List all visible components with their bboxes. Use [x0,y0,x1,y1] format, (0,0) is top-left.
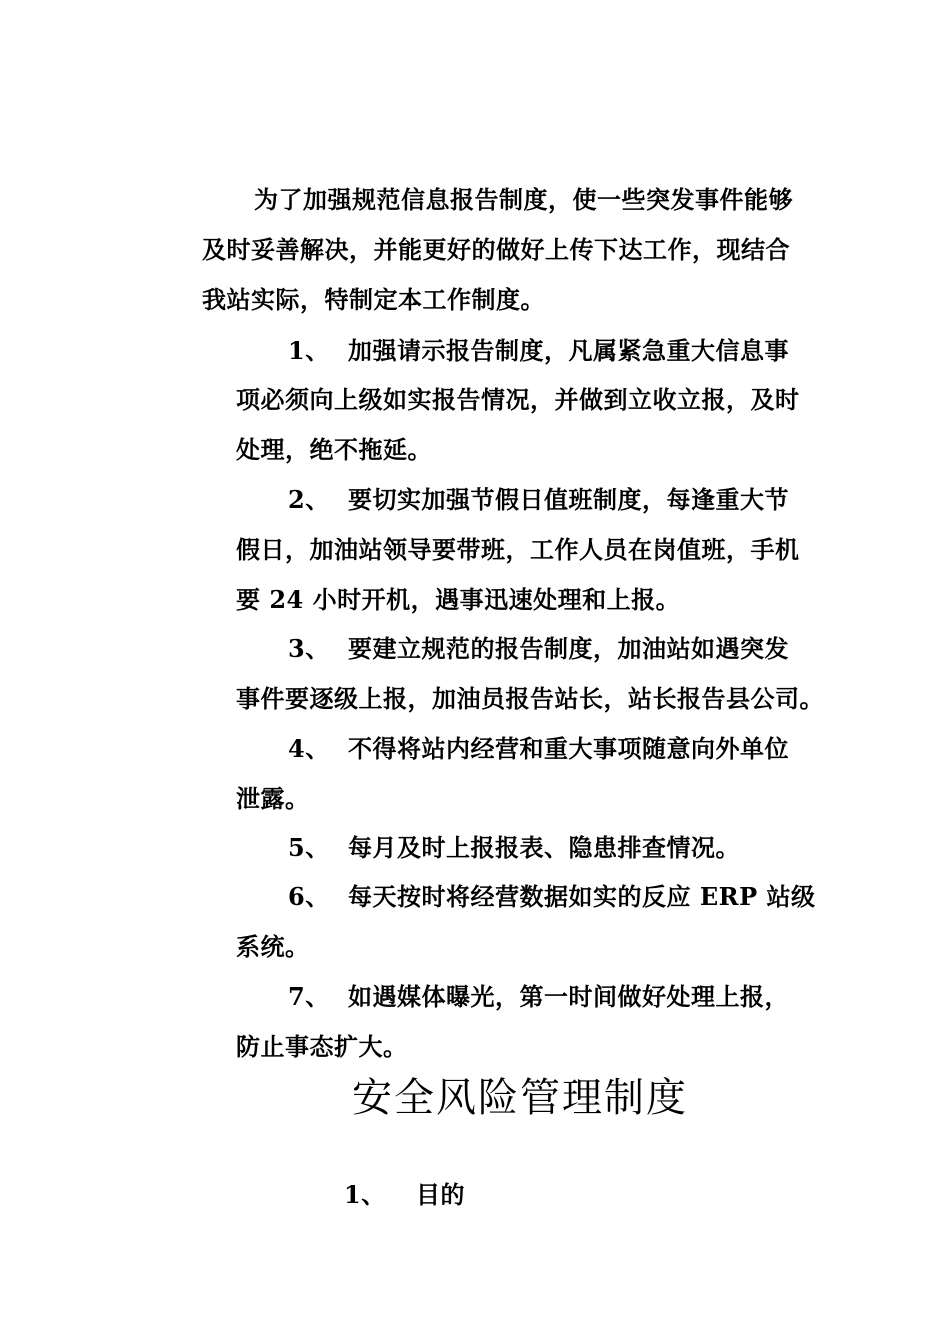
list-item-number: 1、 [288,336,330,365]
list-item-number: 7、 [288,982,330,1011]
list-item-1-first-line [288,336,789,366]
intro-line-1: 为了加强规范信息报告制度，使一些突发事件能够 [254,185,793,214]
intro-line-3: 我站实际，特制定本工作制度。 [202,285,545,314]
intro-line-2: 及时妥善解决，并能更好的做好上传下达工作，现结合 [202,235,790,264]
list-item-4-line-2: 泄露。 [236,784,310,813]
section-title: 安全风险管理制度 [352,1075,688,1121]
list-item-1-line-3: 处理，绝不拖延。 [236,435,432,464]
list-item-2-first-line [288,485,789,515]
list-item-6-line-2: 系统。 [236,932,310,961]
list-item-text: 不得将站内经营和重大事项随意向外单位 [348,734,789,763]
list-item-2-line-3: 要 24 小时开机，遇事迅速处理和上报。 [236,585,681,614]
list-item-number: 6、 [288,882,330,911]
list-item-3-line-2: 事件要逐级上报，加油员报告站长，站长报告县公司。 [236,684,824,713]
list-item-4-first-line [288,734,789,764]
list-item-text: 如遇媒体曝光，第一时间做好处理上报， [348,982,789,1011]
list-item-3-first-line [288,634,789,664]
list-item-number: 5、 [288,833,330,862]
list-item-text: 要建立规范的报告制度，加油站如遇突发 [348,634,789,663]
list-item-7-first-line [288,982,789,1012]
list-item-6-first-line [288,882,816,912]
list-item-1-line-2: 项必须向上级如实报告情况，并做到立收立报，及时 [236,385,800,414]
list-item-text: 加强请示报告制度，凡属紧急重大信息事 [348,336,789,365]
section-item-text: 目的 [416,1180,465,1209]
list-item-7-line-2: 防止事态扩大。 [236,1032,408,1061]
list-item-number: 4、 [288,734,330,763]
list-item-2-line-2: 假日，加油站领导要带班，工作人员在岗值班，手机 [236,535,800,564]
section-item-number: 1、 [344,1180,386,1209]
list-item-text: 要切实加强节假日值班制度，每逢重大节 [348,485,789,514]
section-item-1 [344,1180,465,1210]
list-item-5-first-line [288,833,740,863]
list-item-number: 2、 [288,485,330,514]
list-item-text: 每天按时将经营数据如实的反应 ERP 站级 [348,882,816,911]
list-item-number: 3、 [288,634,330,663]
list-item-text: 每月及时上报报表、隐患排查情况。 [348,833,740,862]
